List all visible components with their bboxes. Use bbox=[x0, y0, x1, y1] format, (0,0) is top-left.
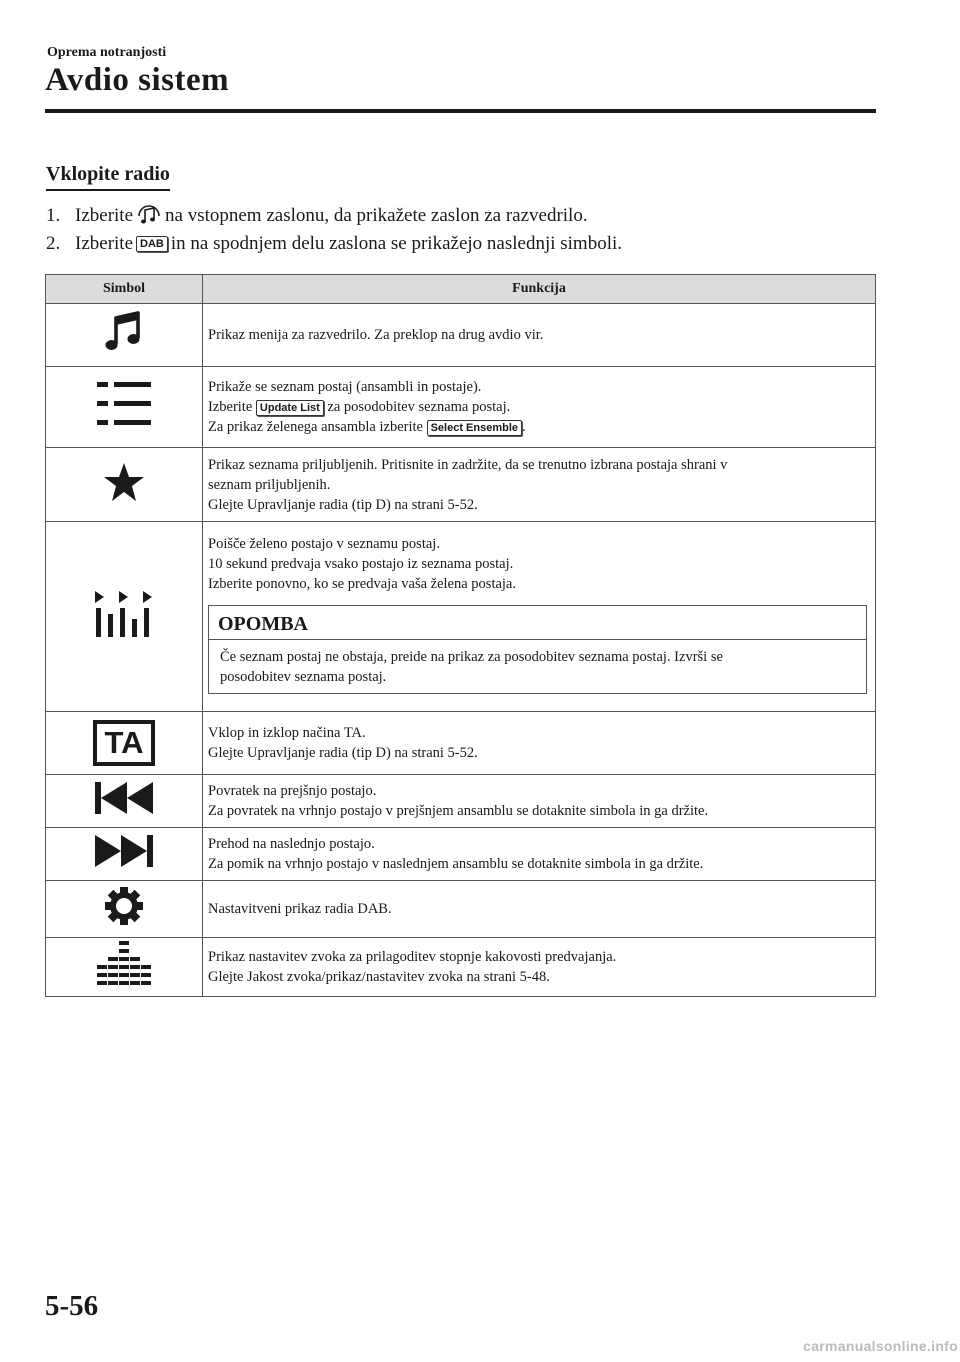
row-text: Glejte Upravljanje radia (tip D) na strani 5-52. bbox=[208, 745, 478, 761]
row-text-fragment: . bbox=[522, 419, 526, 435]
skip-forward-icon[interactable] bbox=[95, 835, 153, 873]
section-heading: Vklopite radio bbox=[46, 163, 170, 191]
music-note-icon[interactable] bbox=[104, 310, 144, 360]
row-text: Prehod na naslednjo postajo. bbox=[208, 836, 375, 852]
station-list-icon[interactable] bbox=[97, 380, 151, 434]
page-number: 5-56 bbox=[45, 1290, 99, 1322]
table-row bbox=[46, 712, 876, 775]
row-text: Povratek na prejšnjo postajo. bbox=[208, 783, 377, 799]
table-row bbox=[46, 881, 876, 938]
table-row bbox=[46, 304, 876, 367]
table-row bbox=[46, 775, 876, 828]
row-text-fragment: Za prikaz želenega ansambla izberite bbox=[208, 419, 423, 435]
step-text-before: Izberite bbox=[75, 233, 134, 254]
note-text bbox=[209, 640, 866, 693]
row-text: Glejte Upravljanje radia (tip D) na strani 5-52. bbox=[208, 496, 478, 513]
row-text: Vklop in izklop načina TA. bbox=[208, 725, 366, 741]
table-row bbox=[46, 522, 876, 712]
row-text-fragment: za posodobitev seznama postaj. bbox=[327, 399, 511, 415]
symbol-table bbox=[45, 274, 876, 997]
scan-icon[interactable] bbox=[95, 591, 153, 643]
page-title: Avdio sistem bbox=[45, 62, 230, 98]
select-ensemble-button[interactable]: Select Ensemble bbox=[427, 420, 522, 436]
star-icon[interactable] bbox=[103, 462, 145, 508]
step-text-after: in na spodnjem delu zaslona se prikažejo naslednji simboli. bbox=[170, 233, 623, 254]
table-row bbox=[46, 448, 876, 522]
row-text-fragment: Izberite bbox=[208, 399, 253, 415]
music-note-icon bbox=[136, 203, 162, 229]
note-line: Če seznam postaj ne obstaja, preide na prikaz za posodobitev seznama postaj. Izvrši se bbox=[220, 648, 723, 665]
watermark[interactable]: carmanualsonline.info bbox=[803, 1338, 958, 1354]
row-text: seznam priljubljenih. bbox=[208, 476, 331, 493]
row-text: Za pomik na vrhnjo postajo v naslednjem ansamblu se dotaknite simbola in ga držite. bbox=[208, 856, 704, 872]
row-text: Prikaz seznama priljubljenih. Pritisnite in zadržite, da se trenutno izbrana postaja shrani v bbox=[208, 456, 728, 473]
row-text: Prikaz menija za razvedrilo. Za preklop na drug avdio vir. bbox=[208, 327, 544, 343]
dab-button[interactable]: DAB bbox=[136, 236, 168, 252]
step-1 bbox=[46, 203, 588, 229]
table-row bbox=[46, 938, 876, 997]
step-text-before: Izberite bbox=[75, 205, 134, 226]
step-number: 2. bbox=[46, 233, 61, 254]
note-box bbox=[208, 605, 867, 694]
table-header-row bbox=[46, 275, 876, 304]
skip-back-icon[interactable] bbox=[95, 782, 153, 820]
step-number: 1. bbox=[46, 205, 61, 226]
row-text bbox=[208, 397, 870, 417]
table-row bbox=[46, 367, 876, 448]
row-text: Poišče želeno postajo v seznamu postaj. bbox=[208, 535, 440, 552]
row-text: Izberite ponovno, ko se predvaja vaša želena postaja. bbox=[208, 575, 516, 592]
row-text: 10 sekund predvaja vsako postajo iz seznama postaj. bbox=[208, 555, 514, 572]
table-row bbox=[46, 828, 876, 881]
breadcrumb: Oprema notranjosti bbox=[47, 45, 167, 60]
update-list-button[interactable]: Update List bbox=[256, 400, 324, 416]
row-text: Glejte Jakost zvoka/prikaz/nastavitev zvoka na strani 5-48. bbox=[208, 969, 550, 985]
title-divider bbox=[45, 109, 876, 113]
column-header-symbol: Simbol bbox=[46, 275, 203, 304]
note-line: posodobitev seznama postaj. bbox=[220, 668, 387, 685]
row-text: Prikaže se seznam postaj (ansambli in postaje). bbox=[208, 379, 482, 395]
sound-settings-icon[interactable] bbox=[97, 941, 151, 993]
row-text: Za povratek na vrhnjo postajo v prejšnjem ansamblu se dotaknite simbola in ga držite. bbox=[208, 803, 709, 819]
step-2 bbox=[46, 233, 622, 255]
column-header-function: Funkcija bbox=[203, 275, 876, 304]
gear-icon[interactable] bbox=[105, 887, 143, 931]
row-text: Nastavitveni prikaz radia DAB. bbox=[208, 901, 392, 917]
row-text bbox=[208, 417, 870, 437]
ta-icon-label: TA bbox=[104, 725, 144, 760]
row-text: Prikaz nastavitev zvoka za prilagoditev stopnje kakovosti predvajanja. bbox=[208, 949, 617, 965]
note-title: OPOMBA bbox=[209, 606, 866, 640]
step-text-after: na vstopnem zaslonu, da prikažete zaslon za razvedrilo. bbox=[165, 205, 588, 226]
ta-icon[interactable] bbox=[93, 720, 155, 766]
